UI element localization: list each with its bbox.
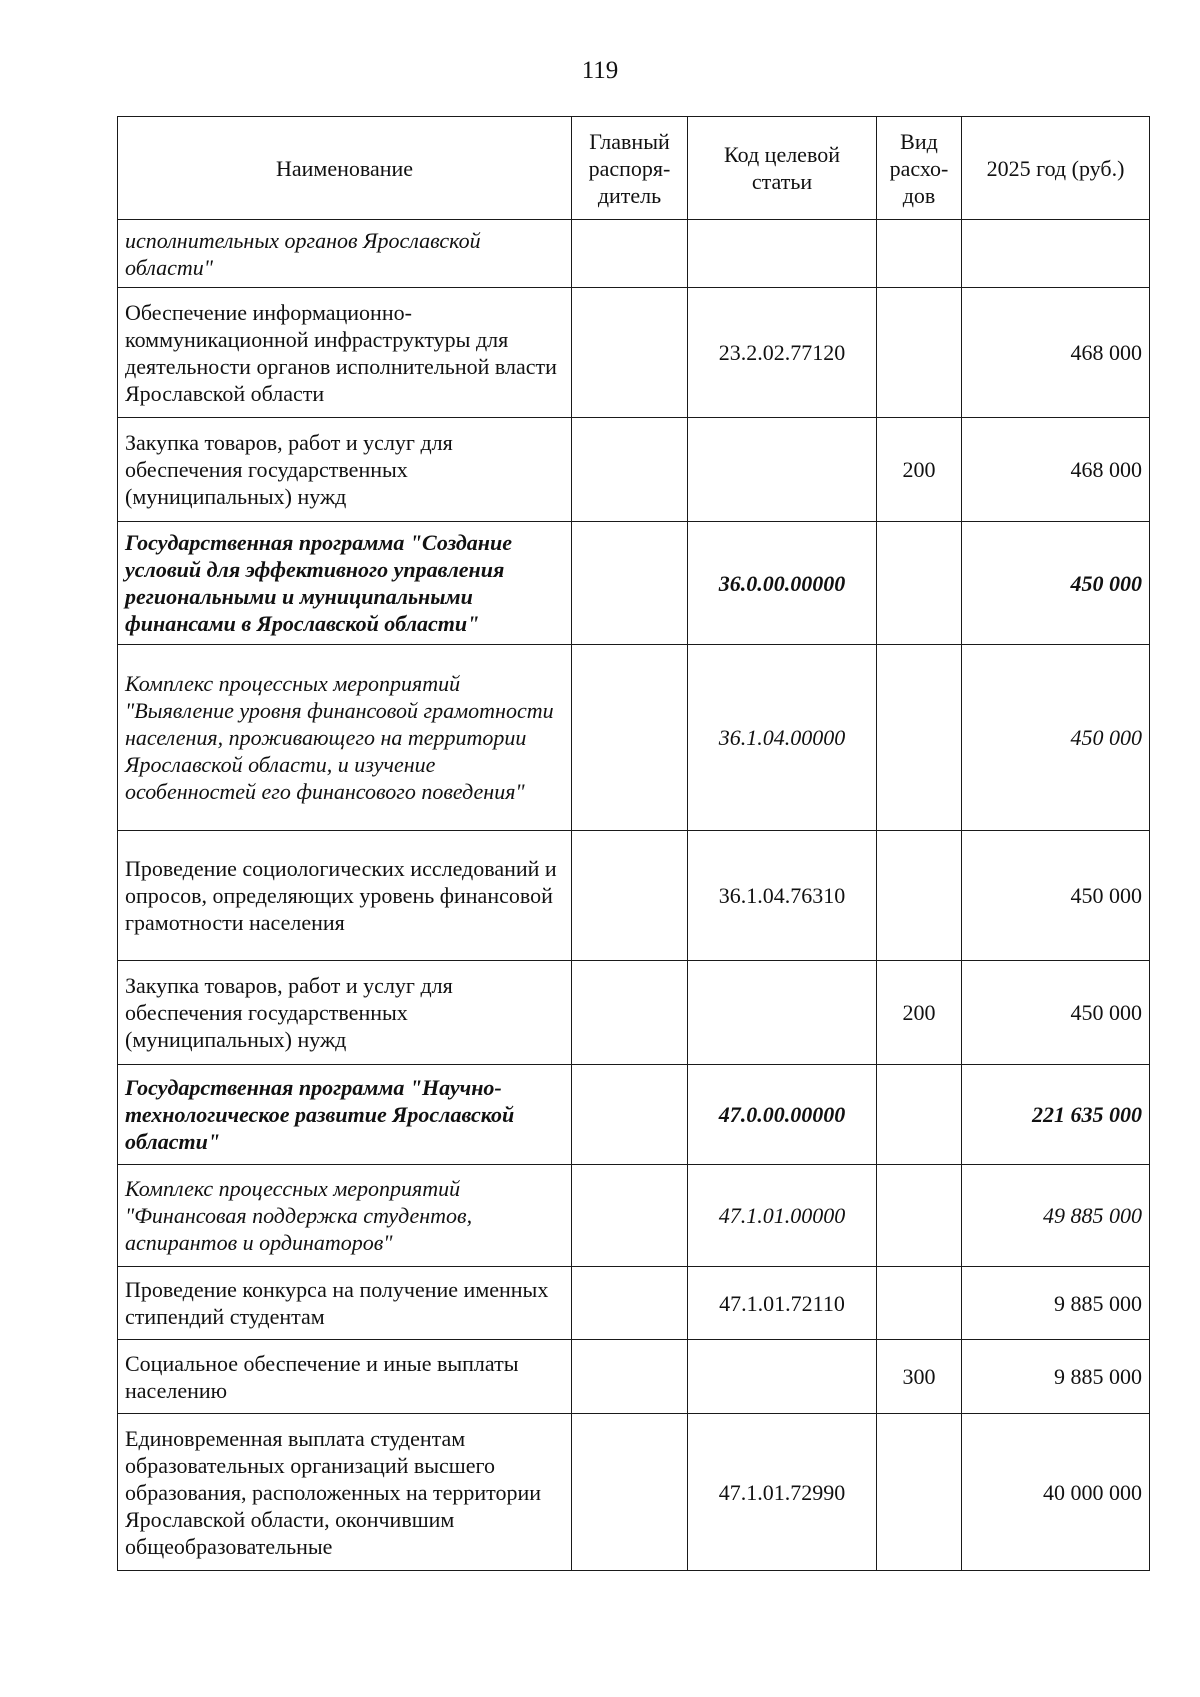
table-row xyxy=(118,1165,1150,1267)
row-expense-type xyxy=(877,288,962,418)
table-row xyxy=(118,645,1150,831)
row-target-code xyxy=(688,1340,877,1414)
row-name: Социальное обеспечение и иные выплаты населению xyxy=(118,1340,572,1414)
row-expense-type xyxy=(877,1267,962,1340)
row-name: Государственная программа "Научно-технологическое развитие Ярославской области" xyxy=(118,1065,572,1165)
row-main-manager xyxy=(572,961,688,1065)
row-expense-type: 200 xyxy=(877,418,962,522)
row-target-code: 23.2.02.77120 xyxy=(688,288,877,418)
row-target-code xyxy=(688,961,877,1065)
header-year-sum: 2025 год (руб.) xyxy=(962,117,1150,220)
table-row xyxy=(118,418,1150,522)
row-name: Проведение конкурса на получение именных стипендий студентам xyxy=(118,1267,572,1340)
row-sum: 468 000 xyxy=(962,288,1150,418)
row-main-manager xyxy=(572,522,688,645)
table-header xyxy=(118,117,1150,220)
table-row xyxy=(118,1267,1150,1340)
row-name: Единовременная выплата студентам образовательных организаций высшего образования, расположенных на территории Ярославской области, окончившим общеобразовательные xyxy=(118,1414,572,1571)
row-expense-type: 300 xyxy=(877,1340,962,1414)
row-expense-type xyxy=(877,522,962,645)
header-name: Наименование xyxy=(118,117,572,220)
row-sum: 9 885 000 xyxy=(962,1340,1150,1414)
row-name: Закупка товаров, работ и услуг для обеспечения государственных (муниципальных) нужд xyxy=(118,961,572,1065)
row-expense-type xyxy=(877,1165,962,1267)
row-main-manager xyxy=(572,220,688,288)
row-target-code: 36.1.04.00000 xyxy=(688,645,877,831)
row-name: Проведение социологических исследований и опросов, определяющих уровень финансовой грамотности населения xyxy=(118,831,572,961)
row-sum: 450 000 xyxy=(962,831,1150,961)
row-name: Обеспечение информационно-коммуникационной инфраструктуры для деятельности органов исполнительной власти Ярославской области xyxy=(118,288,572,418)
row-name: Закупка товаров, работ и услуг для обеспечения государственных (муниципальных) нужд xyxy=(118,418,572,522)
row-expense-type xyxy=(877,220,962,288)
row-expense-type xyxy=(877,1065,962,1165)
table-row xyxy=(118,288,1150,418)
row-target-code xyxy=(688,418,877,522)
row-target-code: 36.1.04.76310 xyxy=(688,831,877,961)
row-main-manager xyxy=(572,1267,688,1340)
row-main-manager xyxy=(572,1065,688,1165)
row-sum xyxy=(962,220,1150,288)
row-sum: 9 885 000 xyxy=(962,1267,1150,1340)
table-row xyxy=(118,961,1150,1065)
row-sum: 450 000 xyxy=(962,522,1150,645)
row-target-code: 47.1.01.72990 xyxy=(688,1414,877,1571)
row-expense-type xyxy=(877,645,962,831)
row-sum: 450 000 xyxy=(962,961,1150,1065)
row-main-manager xyxy=(572,831,688,961)
row-sum: 49 885 000 xyxy=(962,1165,1150,1267)
row-main-manager xyxy=(572,288,688,418)
table-row xyxy=(118,1340,1150,1414)
table-row xyxy=(118,831,1150,961)
row-sum: 450 000 xyxy=(962,645,1150,831)
header-target-code: Код целевой статьи xyxy=(688,117,877,220)
table-row xyxy=(118,1414,1150,1571)
row-expense-type xyxy=(877,1414,962,1571)
table-row xyxy=(118,522,1150,645)
row-name: Государственная программа "Создание условий для эффективного управления региональными и муниципальными финансами в Ярославской области" xyxy=(118,522,572,645)
row-name: Комплекс процессных мероприятий "Выявление уровня финансовой грамотности населения, проживающего на территории Ярославской области, и изучение особенностей его финансового поведения" xyxy=(118,645,572,831)
table-body xyxy=(118,220,1150,1571)
row-target-code: 47.1.01.00000 xyxy=(688,1165,877,1267)
row-sum: 468 000 xyxy=(962,418,1150,522)
header-expense-type: Вид расхо-дов xyxy=(877,117,962,220)
row-target-code xyxy=(688,220,877,288)
row-sum: 221 635 000 xyxy=(962,1065,1150,1165)
row-name: исполнительных органов Ярославской области" xyxy=(118,220,572,288)
row-expense-type: 200 xyxy=(877,961,962,1065)
row-target-code: 47.0.00.00000 xyxy=(688,1065,877,1165)
row-name: Комплекс процессных мероприятий "Финансовая поддержка студентов, аспирантов и ординаторов" xyxy=(118,1165,572,1267)
row-main-manager xyxy=(572,645,688,831)
table-row xyxy=(118,1065,1150,1165)
budget-table xyxy=(117,116,1150,1571)
row-target-code: 47.1.01.72110 xyxy=(688,1267,877,1340)
table-row xyxy=(118,220,1150,288)
row-main-manager xyxy=(572,418,688,522)
row-main-manager xyxy=(572,1340,688,1414)
row-sum: 40 000 000 xyxy=(962,1414,1150,1571)
page-number: 119 xyxy=(581,57,619,84)
row-target-code: 36.0.00.00000 xyxy=(688,522,877,645)
row-main-manager xyxy=(572,1165,688,1267)
row-main-manager xyxy=(572,1414,688,1571)
header-main-manager: Главный распоря-дитель xyxy=(572,117,688,220)
row-expense-type xyxy=(877,831,962,961)
